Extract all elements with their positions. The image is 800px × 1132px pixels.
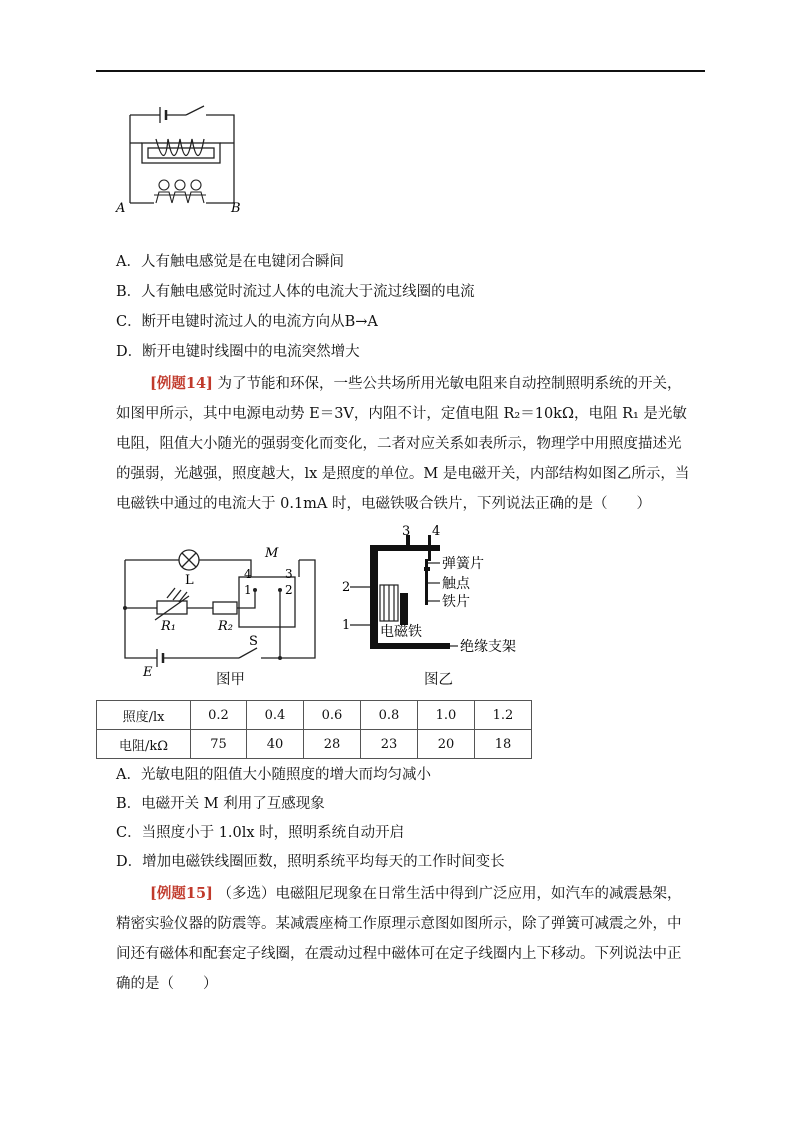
terminal-2: 2 xyxy=(285,583,293,597)
lamp-label: L xyxy=(185,573,194,588)
q13-option-b: B．人有触电感觉时流过人体的电流大于流过线圈的电流 xyxy=(116,284,475,300)
table-cell: 0.8 xyxy=(361,701,418,730)
terminal-4: 4 xyxy=(244,567,252,581)
table-cell: 电阻/kΩ xyxy=(97,730,191,759)
q15-stem xyxy=(116,879,694,999)
header-rule xyxy=(96,70,705,72)
yi-num-1: 1 xyxy=(342,618,351,633)
table-cell: 40 xyxy=(247,730,304,759)
emf-label: E xyxy=(143,665,153,680)
q14-stem xyxy=(116,369,694,519)
q14-option-b: B．电磁开关 M 利用了互感现象 xyxy=(116,796,325,812)
illuminance-resistance-table xyxy=(96,700,532,759)
table-cell: 18 xyxy=(475,730,532,759)
q15-stem-text: （多选）电磁阻尼现象在日常生活中得到广泛应用，如汽车的减震悬架，精密实验仪器的防震等。某减震座椅工作原理示意图如图所示，除了弹簧可减震之外，中间还有磁体和配套定子线圈，在震动过程中磁体可在定子线圈内上下移动。下列说法中正确的是（ ） xyxy=(116,886,682,992)
switch-s-label: S xyxy=(249,634,258,649)
r2-label: R₂ xyxy=(218,619,233,634)
fig-jia-caption: 图甲 xyxy=(216,672,245,688)
table-cell: 75 xyxy=(191,730,247,759)
table-cell: 照度/lx xyxy=(97,701,191,730)
table-cell: 0.6 xyxy=(304,701,361,730)
table-row xyxy=(97,701,532,730)
terminal-1: 1 xyxy=(244,583,252,597)
yi-num-2: 2 xyxy=(342,580,351,595)
table-cell: 20 xyxy=(418,730,475,759)
yi-num-4: 4 xyxy=(432,525,441,539)
yi-num-3: 3 xyxy=(402,525,411,539)
q13-option-d: D．断开电键时线圈中的电流突然增大 xyxy=(116,344,360,360)
contact-label: 触点 xyxy=(442,576,470,592)
q15-tag: [例题15] xyxy=(150,885,213,902)
q14-option-d: D．增加电磁铁线圈匝数，照明系统平均每天的工作时间变长 xyxy=(116,854,505,870)
q13-option-c: C．断开电键时流过人的电流方向从B→A xyxy=(116,314,378,330)
label-a: A xyxy=(116,201,126,216)
q14-option-c: C．当照度小于 1.0lx 时，照明系统自动开启 xyxy=(116,825,405,841)
coil-circuit-figure xyxy=(110,95,250,220)
table-cell: 1.2 xyxy=(475,701,532,730)
terminal-3: 3 xyxy=(285,567,293,581)
label-b: B xyxy=(231,201,241,216)
iron-label: 铁片 xyxy=(442,594,470,610)
table-cell: 0.2 xyxy=(191,701,247,730)
switch-box-label: M xyxy=(265,546,279,561)
table-cell: 0.4 xyxy=(247,701,304,730)
q14-tag: [例题14] xyxy=(150,375,213,392)
q13-option-a: A．人有触电感觉是在电键闭合瞬间 xyxy=(116,254,344,270)
people-icon xyxy=(154,180,206,203)
figure-yi xyxy=(340,525,540,665)
table-row xyxy=(97,730,532,759)
fig-yi-caption: 图乙 xyxy=(424,672,453,688)
table-cell: 28 xyxy=(304,730,361,759)
spring-label: 弹簧片 xyxy=(442,556,484,572)
table-cell: 23 xyxy=(361,730,418,759)
r1-label: R₁ xyxy=(161,619,176,634)
q14-stem-text: 为了节能和环保，一些公共场所用光敏电阻来自动控制照明系统的开关，如图甲所示，其中电源电动势 E＝3V，内阻不计，定值电阻 R₂＝10kΩ，电阻 R₁ 是光敏电阻，阻值大小随光的强弱变化而变化，二者对应关系如表所示，物理学中用照度描述光的强弱，光越强，照度越大，lx 是照度的单位。M 是电磁开关，内部结构如图乙所示，当电磁铁中通过的电流大于 0.1mA 时，电磁铁吸合铁片，下列说法正确的是（ ） xyxy=(116,376,690,512)
magnet-label: 电磁铁 xyxy=(380,624,422,640)
figure-jia xyxy=(115,530,325,690)
support-label: 绝缘支架 xyxy=(460,639,516,655)
table-cell: 1.0 xyxy=(418,701,475,730)
q14-option-a: A．光敏电阻的阻值大小随照度的增大而均匀减小 xyxy=(116,767,431,783)
